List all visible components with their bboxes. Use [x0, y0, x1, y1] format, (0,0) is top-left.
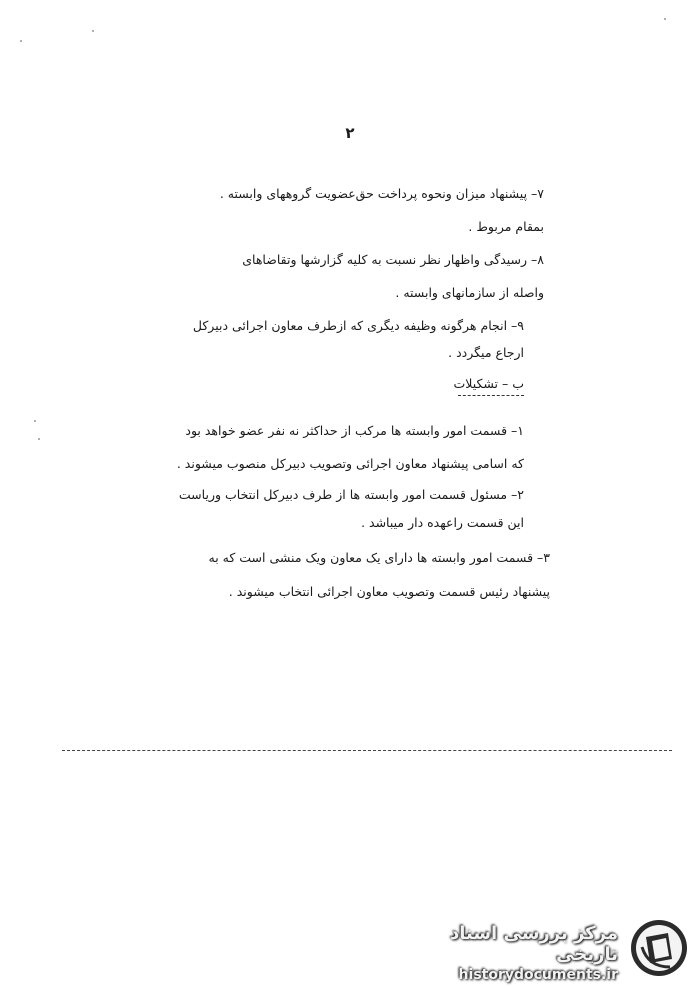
- watermark-text: [400, 923, 618, 983]
- scan-speck: [664, 18, 666, 20]
- paragraph-line: این قسمت راعهده دار میباشد .: [361, 515, 524, 530]
- section-heading: ب – تشکیلات: [453, 376, 524, 391]
- paragraph-line: ۷– پیشنهاد میزان ونحوه پرداخت حق‌عضویت گروههای وابسته .: [219, 186, 544, 201]
- scan-speck: [34, 420, 36, 422]
- scan-speck: [92, 30, 94, 32]
- scan-divider-line: [62, 750, 672, 751]
- paragraph-line: واصله از سازمانهای وابسته .: [395, 285, 544, 300]
- paragraph-line: ارجاع میگردد .: [448, 345, 524, 360]
- section-heading-underline: [458, 395, 524, 396]
- archive-logo-icon: [628, 917, 690, 979]
- paragraph-line: ۱– قسمت امور وابسته ها مرکب از حداکثر نه نفر عضو خواهد بود: [185, 423, 524, 438]
- scan-speck: [20, 40, 22, 42]
- paragraph-line: ۹– انجام هرگونه وظیفه دیگری که ازطرف معاون اجرائی دبیرکل: [192, 318, 524, 333]
- paragraph-line: ۳– قسمت امور وابسته ها دارای یک معاون ویک منشی است که به: [208, 550, 550, 565]
- watermark-footer: [400, 917, 690, 983]
- page-number: ۲: [345, 124, 355, 142]
- paragraph-line: بمقام مربوط .: [468, 219, 544, 234]
- org-url: historydocuments.ir: [458, 967, 618, 983]
- org-name: مرکز بررسی اسناد تاریخی: [450, 923, 618, 965]
- scan-speck: [38, 438, 40, 440]
- paragraph-line: پیشنهاد رئیس قسمت وتصویب معاون اجرائی انتخاب میشوند .: [228, 584, 550, 599]
- paragraph-line: که اسامی پیشنهاد معاون اجرائی وتصویب دبیرکل منصوب میشوند .: [176, 456, 524, 471]
- paragraph-line: ۸– رسیدگی واظهار نظر نسبت به کلیه گزارشها وتقاضاهای: [242, 252, 544, 267]
- paragraph-line: ۲– مسئول قسمت امور وابسته ها از طرف دبیرکل انتخاب وریاست: [178, 487, 524, 502]
